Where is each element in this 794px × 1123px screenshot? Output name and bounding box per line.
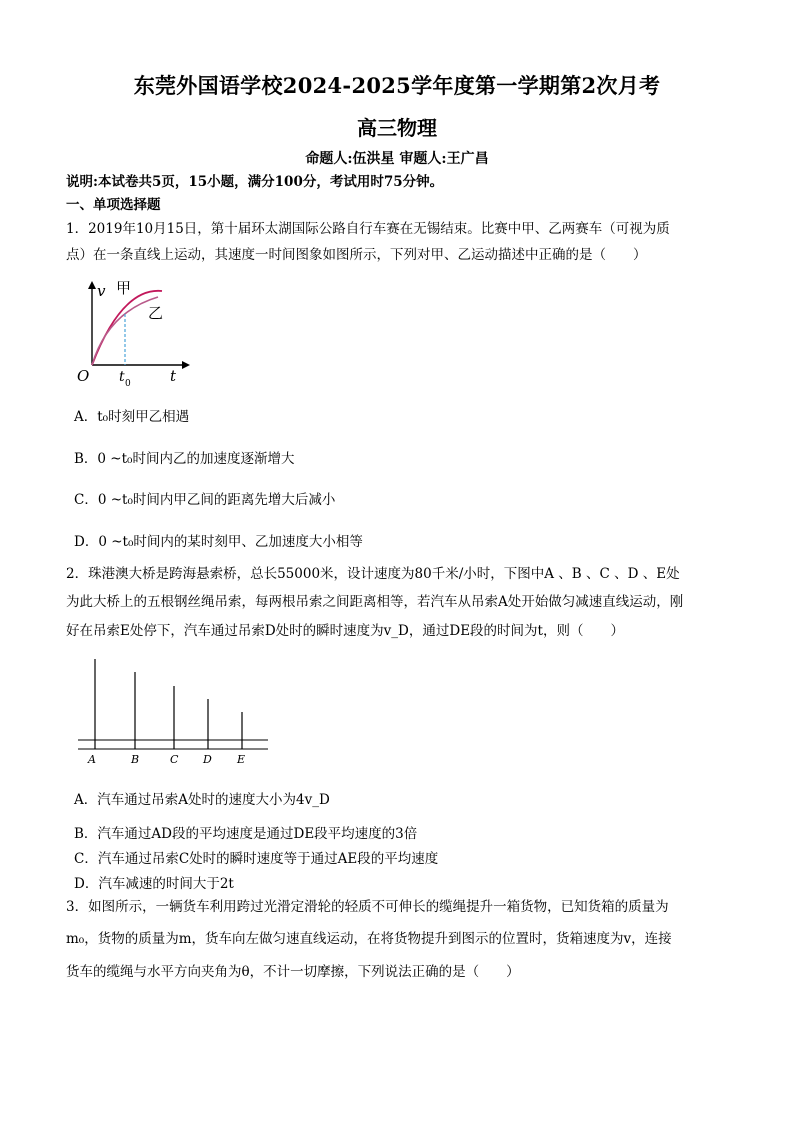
q2-stem-line2: 为此大桥上的五根钢丝绳吊索，每两根吊索之间距离相等，若汽车从吊索A处开始做匀减速直线运动，刚 bbox=[66, 594, 684, 610]
q1-option-c: C．0 ~t₀时间内甲乙间的距离先增大后减小 bbox=[74, 492, 336, 508]
q2-stem-line1: 2．珠港澳大桥是跨海悬索桥，总长55000米，设计速度为80千米/小时，下图中A 、B 、C 、D 、E处 bbox=[66, 566, 680, 582]
jia-curve bbox=[92, 291, 162, 365]
origin-label: O bbox=[77, 367, 90, 385]
v-axis-arrow bbox=[88, 281, 96, 289]
q1-option-b: B．0 ~t₀时间内乙的加速度逐渐增大 bbox=[74, 451, 295, 467]
t0-label: t bbox=[119, 369, 125, 385]
yi-label: 乙 bbox=[148, 304, 164, 322]
label-e: E bbox=[237, 753, 246, 766]
label-c: C bbox=[170, 753, 179, 766]
q3-stem-line2: m₀，货物的质量为m，货车向左做匀速直线运动，在将货物提升到图示的位置时，货箱速度为v，连接 bbox=[66, 931, 672, 947]
q1-option-d: D．0 ~t₀时间内的某时刻甲、乙加速度大小相等 bbox=[74, 534, 363, 550]
t-label: t bbox=[170, 367, 177, 385]
q2-option-a: A．汽车通过吊索A处时的速度大小为4v_D bbox=[74, 792, 330, 808]
q2-option-c: C．汽车通过吊索C处时的瞬时速度等于通过AE段的平均速度 bbox=[74, 851, 439, 867]
q1-stem-line1: 1．2019年10月15日，第十届环太湖国际公路自行车赛在无锡结束。比赛中甲、乙两赛车（可视为质 bbox=[66, 221, 670, 237]
exam-note: 说明:本试卷共5页，15小题，满分100分，考试用时75分钟。 bbox=[66, 174, 444, 190]
q1-stem-line2: 点）在一条直线上运动，其速度一时间图象如图所示，下列对甲、乙运动描述中正确的是（ ） bbox=[66, 247, 647, 263]
jia-label: 甲 bbox=[116, 279, 132, 297]
q2-bridge-diagram bbox=[76, 655, 272, 770]
v-label: v bbox=[97, 282, 106, 300]
t-axis-arrow bbox=[182, 361, 190, 369]
q2-stem-line3: 好在吊索E处停下，汽车通过吊索D处时的瞬时速度为v_D，通过DE段的时间为t，则（ ） bbox=[66, 623, 624, 639]
q1-option-a: A．t₀时刻甲乙相遇 bbox=[74, 409, 190, 425]
t0-subscript: 0 bbox=[125, 379, 131, 389]
q3-stem-line1: 3．如图所示，一辆货车利用跨过光滑定滑轮的轻质不可伸长的缆绳提升一箱货物，已知货箱的质量为 bbox=[66, 899, 669, 915]
subject-title: 高三物理 bbox=[357, 116, 437, 140]
q2-option-d: D．汽车减速的时间大于2t bbox=[74, 876, 234, 892]
q3-stem-line3: 货车的缆绳与水平方向夹角为θ，不计一切摩擦，下列说法正确的是（ ） bbox=[66, 964, 520, 980]
label-b: B bbox=[131, 753, 140, 766]
section-heading: 一、单项选择题 bbox=[66, 197, 161, 213]
authors: 命题人:伍洪星 审题人:王广昌 bbox=[305, 151, 489, 167]
label-a: A bbox=[88, 753, 96, 766]
label-d: D bbox=[203, 753, 212, 766]
exam-title: 东莞外国语学校2024-2025学年度第一学期第2次月考 bbox=[133, 73, 661, 98]
q2-option-b: B．汽车通过AD段的平均速度是通过DE段平均速度的3倍 bbox=[74, 826, 418, 842]
q1-vt-graph bbox=[72, 277, 192, 389]
